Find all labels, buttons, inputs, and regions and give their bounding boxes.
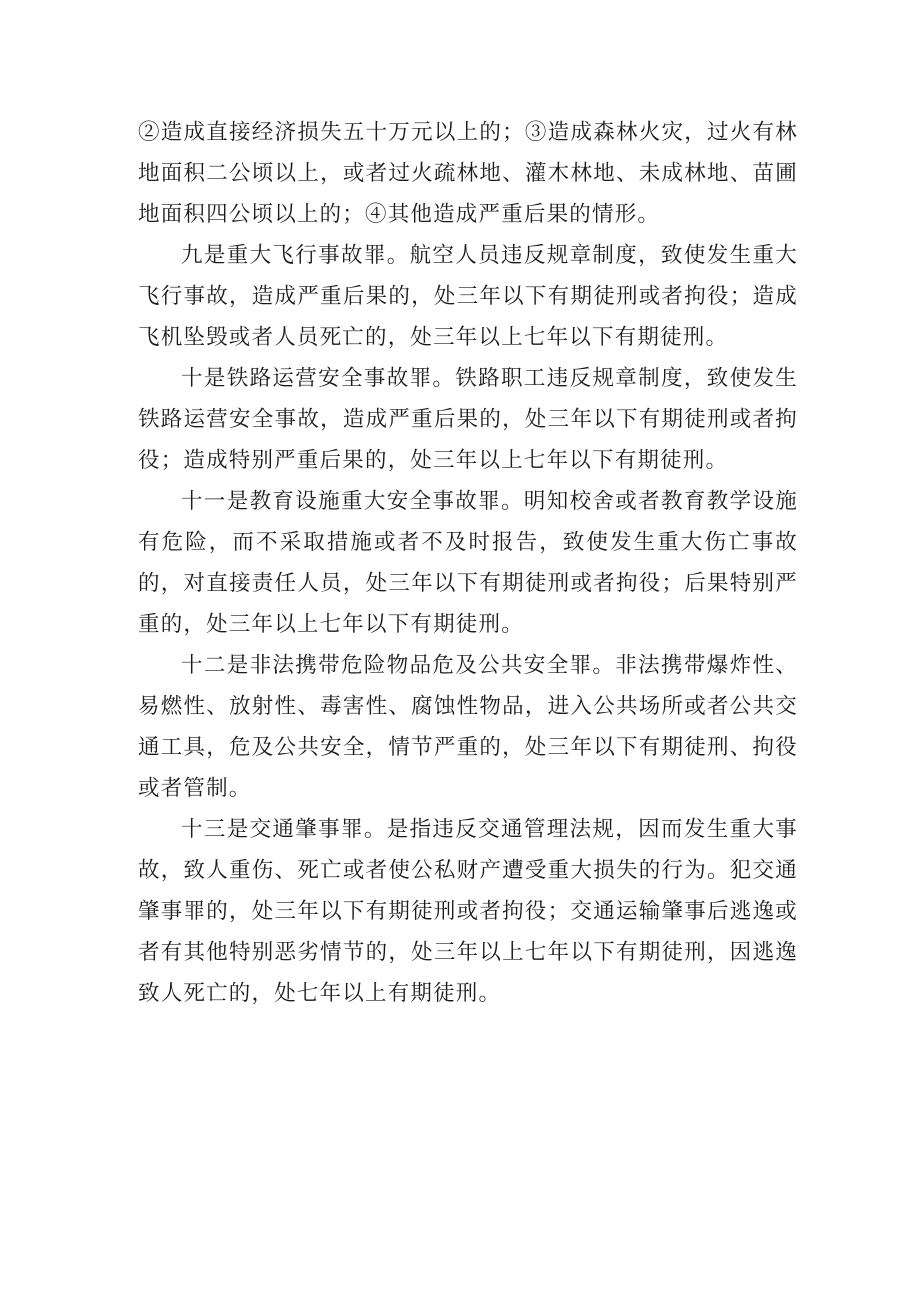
document-body: [138, 112, 798, 1014]
paragraph-traffic-accident: 十三是交通肇事罪。是指违反交通管理法规，因而发生重大事故，致人重伤、死亡或者使公私财产遭受重大损失的行为。犯交通肇事罪的，处三年以下有期徒刑或者拘役；交通运输肇事后逃逸或者有其他特别恶劣情节的，处三年以上七年以下有期徒刑，因逃逸致人死亡的，处七年以上有期徒刑。: [138, 817, 798, 1006]
paragraph-aircraft-accident: 九是重大飞行事故罪。航空人员违反规章制度，致使发生重大飞行事故，造成严重后果的，处三年以下有期徒刑或者拘役；造成飞机坠毁或者人员死亡的，处三年以上七年以下有期徒刑。: [138, 243, 798, 350]
paragraph-dangerous-goods: 十二是非法携带危险物品危及公共安全罪。非法携带爆炸性、易燃性、放射性、毒害性、腐蚀性物品，进入公共场所或者公共交通工具，危及公共安全，情节严重的，处三年以下有期徒刑、拘役或者管制。: [138, 653, 798, 801]
paragraph-continuation: ②造成直接经济损失五十万元以上的；③造成森林火灾，过火有林地面积二公顷以上，或者过火疏林地、灌木林地、未成林地、苗圃地面积四公顷以上的；④其他造成严重后果的情形。: [138, 120, 798, 227]
paragraph-railway-accident: 十是铁路运营安全事故罪。铁路职工违反规章制度，致使发生铁路运营安全事故，造成严重后果的，处三年以下有期徒刑或者拘役；造成特别严重后果的，处三年以上七年以下有期徒刑。: [138, 366, 798, 473]
paragraph-education-facility: 十一是教育设施重大安全事故罪。明知校舍或者教育教学设施有危险，而不采取措施或者不及时报告，致使发生重大伤亡事故的，对直接责任人员，处三年以下有期徒刑或者拘役；后果特别严重的，处三年以上七年以下有期徒刑。: [138, 489, 798, 637]
